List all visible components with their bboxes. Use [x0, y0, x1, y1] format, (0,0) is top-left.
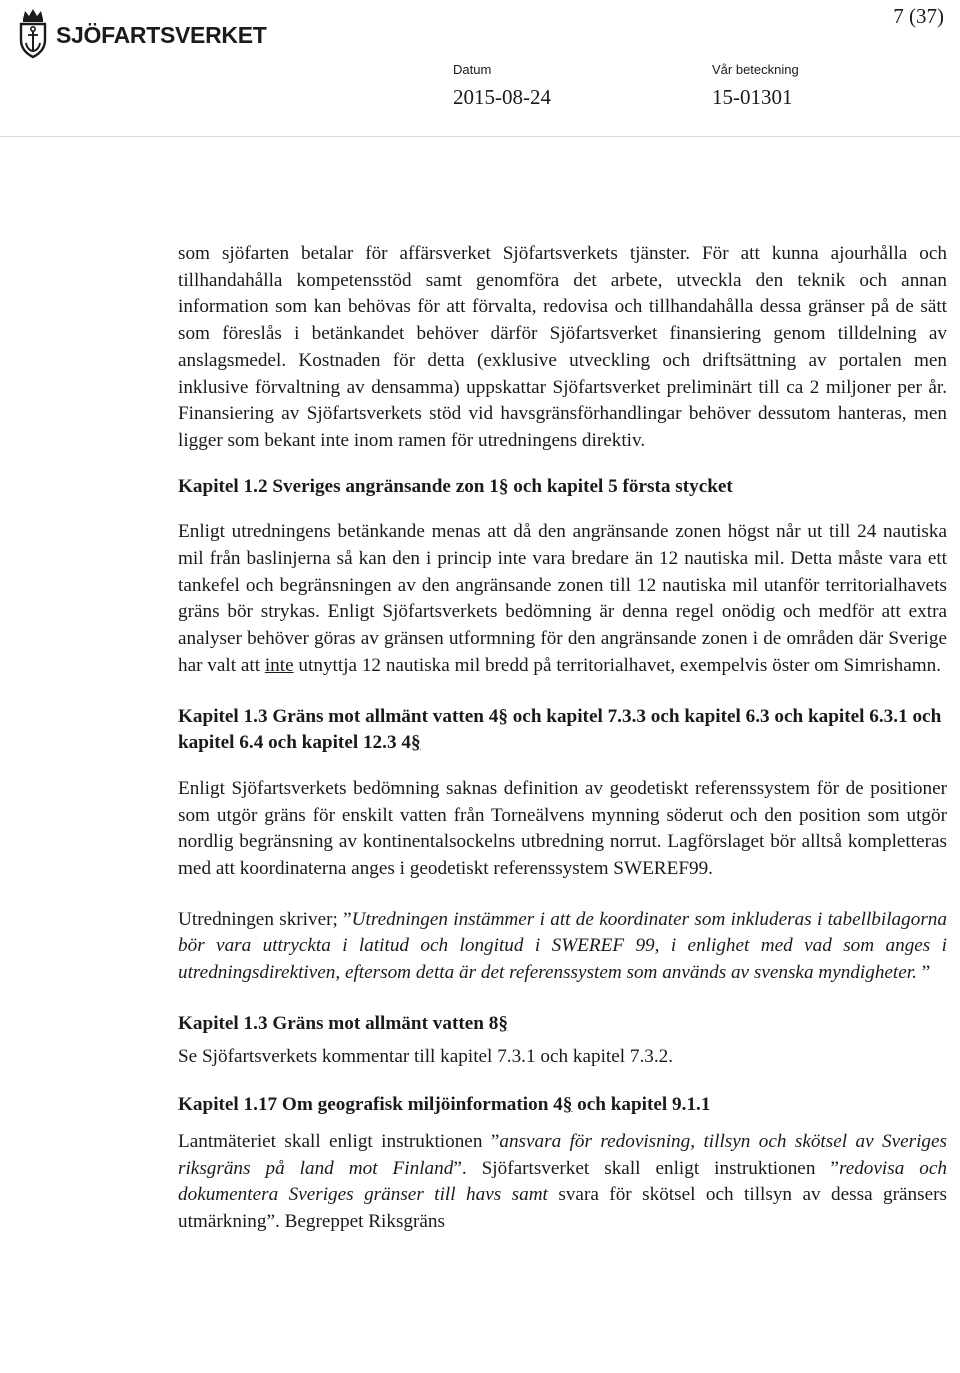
header-divider [0, 136, 960, 137]
crown-anchor-emblem-icon [14, 7, 52, 59]
reference-value: 15-01301 [712, 85, 793, 109]
paragraph-utredningen-quote: Utredningen skriver; ”Utredningen instämmer i att de koordinater som inkluderas i tabellbilagorna bör vara uttryckta i latitud och longitud i SWEREF 99, i enlighet med vad som anges i utredningsdirektiven, eftersom detta är det referenssystem som används av svenska myndigheter. ” [178, 908, 947, 984]
sjofartsverket-logo [14, 4, 267, 62]
reference-label: Vår beteckning [712, 62, 799, 77]
heading-kapitel-1-3-atta: Kapitel 1.3 Gräns mot allmänt vatten 8§ [178, 1012, 508, 1034]
heading-kapitel-1-2: Kapitel 1.2 Sveriges angränsande zon 1§ och kapitel 5 första stycket [178, 475, 733, 497]
paragraph-referenssystem: Enligt Sjöfartsverkets bedömning saknas definition av geodetiskt referenssystem för de positioner som utgör gräns för enskilt vatten från Torneälvens mynning söderut och den position som utgör nordlig begränsning av kontinentalsockelns utbredning norrut. Lagförslaget bör alltså kompletteras med att koordinaterna anges i geodetiskt referenssystem SWEREF99. [178, 777, 947, 880]
logo-wordmark: SJÖFARTSVERKET [56, 21, 267, 48]
heading-kapitel-1-17: Kapitel 1.17 Om geografisk miljöinformation 4§ och kapitel 9.1.1 [178, 1094, 711, 1116]
date-label: Datum [453, 62, 492, 77]
paragraph-financing: som sjöfarten betalar för affärsverket Sjöfartsverkets tjänster. För att kunna ajourhålla och tillhandahålla kompetensstöd samt genomföra det arbete, utveckla den teknik och annan information som kan behövas för att förvalta, redovisa och tillhandahålla dessa gränser på de sätt som föreslås i betänkandet behöver därför Sjöfartsverket finansiering genom tilldelning av anslagsmedel. Kostnaden för detta (exklusive utveckling och driftsättning av portalen men inklusive förvaltning av densamma) uppskattar Sjöfartsverket preliminärt till ca 2 miljoner per år. Finansiering av Sjöfartsverkets stöd vid havsgränsförhandlingar behöver dessutom hanteras, men ligger som bekant inte inom ramen för utredningens direktiv. [178, 243, 947, 451]
paragraph-angransande-zon: Enligt utredningens betänkande menas att då den angränsande zonen högst når ut till 24 nautiska mil från baslinjerna så kan den i princip inte vara bredare än 12 nautiska mil. Detta måste vara ett tankefel och begränsningen av den angränsande zonen till 12 nautiska mil utanför territorialhavets gräns bör strykas. Enligt Sjöfartsverkets bedömning är denna regel onödig och medför att extra analyser behöver göras av gränsen utformning för den angränsande zonen i de områden där Sverige har valt att inte utnyttja 12 nautiska mil bredd på territorialhavet, exempelvis öster om Simrishamn. [178, 521, 947, 676]
document-body [178, 241, 947, 1236]
date-value: 2015-08-24 [453, 85, 551, 109]
paragraph-se-kommentar: Se Sjöfartsverkets kommentar till kapitel 7.3.1 och kapitel 7.3.2. [178, 1045, 674, 1067]
heading-kapitel-1-3-fyra: Kapitel 1.3 Gräns mot allmänt vatten 4§ och kapitel 7.3.3 och kapitel 6.3 och kapitel 6.3.1 och kapitel 6.4 och kapitel 12.3 4§ [178, 705, 942, 754]
page-number: 7 (37) [893, 4, 944, 28]
paragraph-lantmateriet: Lantmäteriet skall enligt instruktionen ”ansvara för redovisning, tillsyn och skötsel av Sveriges riksgräns på land mot Finland”. Sjöfartsverket skall enligt instruktionen ”redovisa och dokumentera Sveriges gränser till havs samt svara för skötsel och tillsyn av dessa gränsers utmärkning”. Begreppet Riksgräns [178, 1130, 947, 1233]
